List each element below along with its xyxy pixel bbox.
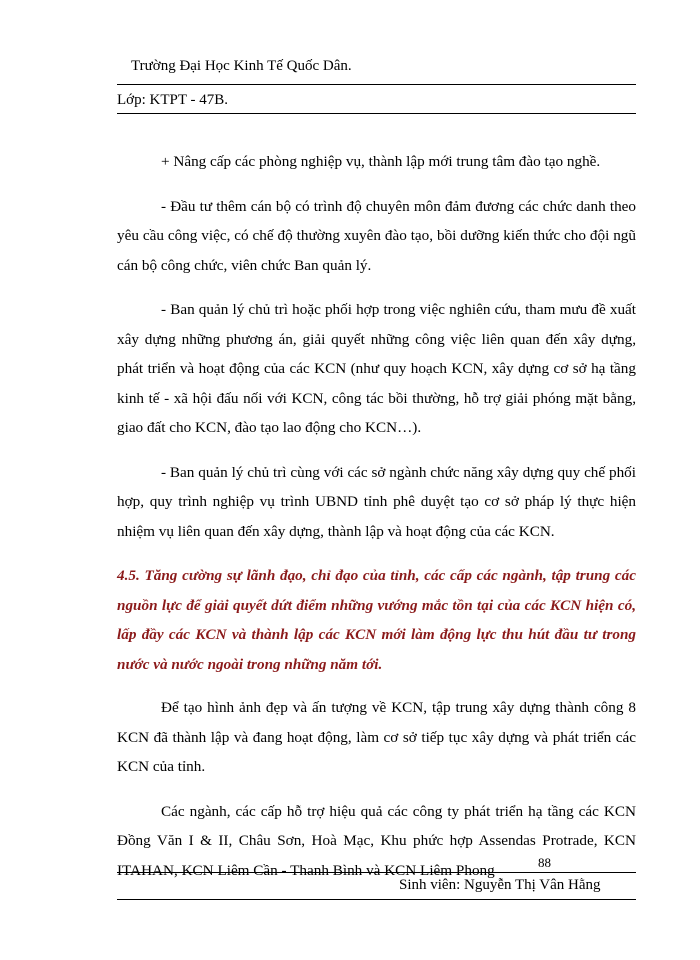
header-school-name: Trường Đại Học Kinh Tế Quốc Dân. xyxy=(131,58,352,74)
header-rule-bottom xyxy=(117,113,636,114)
header-class-label: Lớp: KTPT - 47B. xyxy=(117,92,228,108)
page-number: 88 xyxy=(538,855,551,870)
footer-rule-top xyxy=(117,872,636,873)
paragraph-staff-investment: - Đầu tư thêm cán bộ có trình độ chuyên môn đảm đương các chức danh theo yêu cầu công việc, có chế độ thường xuyên đào tạo, bồi dưỡng kiến thức cho đội ngũ cán bộ công chức, viên chức Ban quản lý. xyxy=(117,197,636,274)
paragraph-management-board-research: - Ban quản lý chủ trì hoặc phối hợp trong việc nghiên cứu, tham mưu đề xuất xây dựng những phương án, giải quyết những công việc liên quan đến xây dựng, phát triển và hoạt động của các KCN (như quy hoạch KCN, xây dựng cơ sở hạ tầng kinh tế - xã hội đấu nối với KCN, công tác bồi thường, hỗ trợ giải phóng mặt bằng, giao đất cho KCN, đào tạo lao động cho KCN…). xyxy=(117,301,636,436)
section-heading-4-5: 4.5. Tăng cường sự lãnh đạo, chỉ đạo của tỉnh, các cấp các ngành, tập trung các nguồn lực để giải quyết dứt điểm những vướng mắc tồn tại của các KCN hiện có, lấp đầy các KCN và thành lập các KCN mới làm động lực thu hút đầu tư trong nước và nước ngoài trong những năm tới. xyxy=(117,567,636,673)
footer-rule-bottom xyxy=(117,899,636,900)
document-body xyxy=(117,147,636,900)
paragraph-upgrade-departments: + Nâng cấp các phòng nghiệp vụ, thành lập mới trung tâm đào tạo nghề. xyxy=(161,153,601,170)
footer-student-name: Sinh viên: Nguyễn Thị Vân Hằng xyxy=(399,877,601,893)
paragraph-support-companies: Các ngành, các cấp hỗ trợ hiệu quả các công ty phát triển hạ tầng các KCN Đồng Văn I & II, Châu Sơn, Hoà Mạc, Khu phức hợp Assendas Protrade, KCN ITAHAN, KCN Liêm Cần - Thanh Bình và KCN Liêm Phong xyxy=(117,802,636,879)
paragraph-kcn-image: Để tạo hình ảnh đẹp và ấn tượng về KCN, tập trung xây dựng thành công 8 KCN đã thành lập và đang hoạt động, làm cơ sở tiếp tục xây dựng và phát triển các KCN của tỉnh. xyxy=(117,699,636,775)
header-rule-top xyxy=(117,84,636,85)
paragraph-coordination-regulation: - Ban quản lý chủ trì cùng với các sở ngành chức năng xây dựng quy chế phối hợp, quy trình nghiệp vụ trình UBND tỉnh phê duyệt tạo cơ sở pháp lý thực hiện nhiệm vụ liên quan đến xây dựng, thành lập và hoạt động của các KCN. xyxy=(117,463,636,540)
